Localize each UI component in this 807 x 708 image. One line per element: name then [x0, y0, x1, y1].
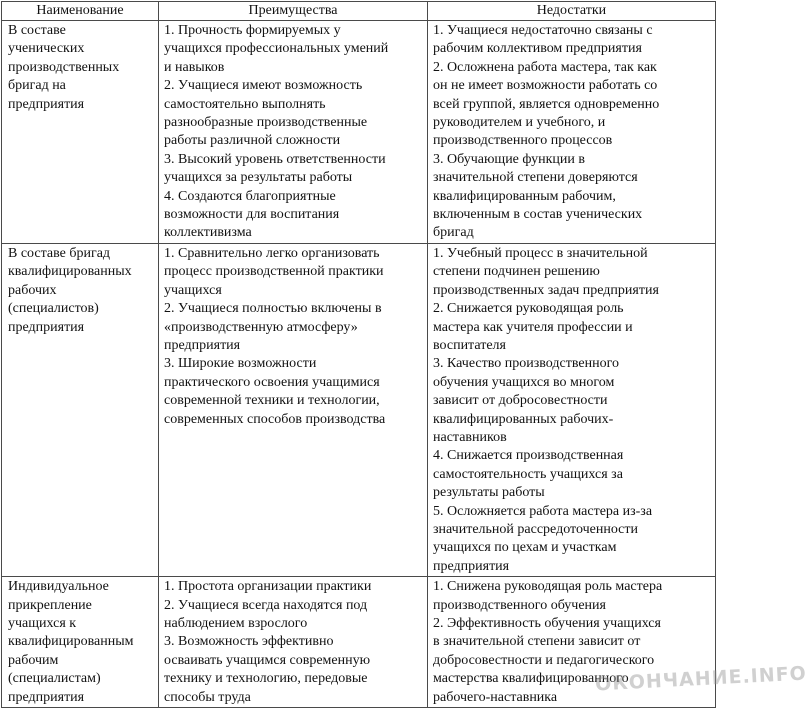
cell-line: квалифицированным: [8, 634, 134, 650]
cell-line: всей группой, является одновременно: [433, 96, 660, 112]
cell-line: рабочим коллективом предприятия: [433, 41, 642, 57]
cell-line: значительной степени доверяются: [433, 170, 638, 186]
cell-line: мастерства квалифицированного: [433, 671, 629, 687]
cell-line: 1. Учащиеся недостаточно связаны с: [433, 23, 653, 38]
cell-advantages: [159, 243, 428, 576]
cell-name: [2, 21, 159, 244]
cell-line: 4. Создаются благоприятные: [164, 188, 336, 204]
cell-line: современной техники и технологии,: [164, 393, 380, 409]
cell-line: осваивать учащимся современную: [164, 652, 371, 668]
cell-line: В составе: [8, 23, 66, 38]
watermark: ОКОНЧАНИЕ.INFO: [594, 662, 807, 696]
cell-line: 2. Учащиеся имеют возможность: [164, 78, 363, 94]
cell-disadvantages: [428, 21, 716, 244]
cell-line: и навыков: [164, 59, 225, 75]
cell-line: предприятия: [8, 96, 85, 112]
cell-line: процесс производственной практики: [164, 264, 384, 280]
cell-line: 2. Снижается руководящая роль: [433, 301, 624, 317]
cell-line: значительной рассредоточенности: [433, 521, 638, 537]
cell-line: прикрепление: [8, 597, 92, 613]
header-advantages: Преимущества: [159, 2, 428, 21]
cell-line: зависит от добросовестности: [433, 393, 608, 409]
cell-line: предприятия: [8, 689, 85, 705]
table-row: [2, 21, 716, 244]
cell-line: рабочим: [8, 652, 59, 668]
cell-line: учащихся по цехам и участкам: [433, 540, 617, 556]
cell-line: 2. Учащиеся всегда находятся под: [164, 597, 368, 613]
cell-line: способы труда: [164, 689, 251, 705]
cell-line: результаты работы: [433, 485, 545, 501]
cell-name: [2, 577, 159, 708]
table-row: [2, 577, 716, 708]
cell-line: самостоятельно выполнять: [164, 96, 326, 112]
cell-line: в значительной степени зависит от: [433, 634, 641, 650]
cell-line: «производственную атмосферу»: [164, 319, 358, 335]
cell-line: 5. Осложняется работа мастера из-за: [433, 503, 653, 519]
cell-line: воспитателя: [433, 337, 506, 353]
cell-line: он не имеет возможности работать со: [433, 78, 658, 94]
cell-advantages: [159, 577, 428, 708]
cell-line: практического освоения учащимися: [164, 374, 380, 390]
table-row: [2, 243, 716, 576]
cell-line: производственного обучения: [433, 597, 606, 613]
cell-line: современных способов производства: [164, 411, 386, 427]
cell-line: 3. Широкие возможности: [164, 356, 317, 372]
cell-line: 1. Снижена руководящая роль мастера: [433, 579, 663, 595]
cell-line: квалифицированным рабочим,: [433, 188, 616, 204]
cell-line: бригад на: [8, 78, 66, 94]
cell-line: учащихся: [164, 282, 222, 298]
cell-line: руководителем и учебного, и: [433, 115, 606, 131]
cell-line: рабочих: [8, 282, 57, 298]
cell-line: наставников: [433, 429, 507, 445]
header-row: [2, 2, 716, 21]
cell-line: Индивидуальное: [8, 579, 109, 595]
header-name: Наименование: [2, 2, 159, 21]
cell-line: производственного процессов: [433, 133, 613, 149]
cell-line: включенным в состав ученических: [433, 207, 643, 223]
cell-line: предприятия: [433, 558, 510, 574]
cell-line: бригад: [433, 225, 474, 241]
cell-line: 3. Высокий уровень ответственности: [164, 151, 386, 167]
cell-line: 4. Снижается производственная: [433, 448, 624, 464]
cell-line: учащихся профессиональных умений: [164, 41, 389, 57]
cell-line: 3. Качество производственного: [433, 356, 619, 372]
cell-line: степени подчинен решению: [433, 264, 600, 280]
cell-line: 2. Учащиеся полностью включены в: [164, 301, 382, 317]
cell-line: наблюдением взрослого: [164, 616, 308, 631]
header-disadvantages: Недостатки: [428, 2, 716, 21]
comparison-table: [1, 1, 716, 708]
cell-line: квалифицированных: [8, 264, 132, 280]
cell-line: ученических: [8, 41, 85, 57]
cell-line: 2. Эффективность обучения учащихся: [433, 616, 661, 631]
cell-line: разнообразные производственные: [164, 115, 368, 131]
cell-line: самостоятельность учащихся за: [433, 466, 623, 482]
cell-line: производственных задач предприятия: [433, 282, 659, 298]
cell-line: 3. Обучающие функции в: [433, 151, 586, 167]
cell-name: [2, 243, 159, 576]
table-body: [2, 21, 716, 708]
cell-line: производственных: [8, 59, 120, 75]
cell-line: рабочего-наставника: [433, 689, 558, 705]
cell-line: квалифицированных рабочих-: [433, 411, 614, 427]
cell-line: возможности для воспитания: [164, 207, 340, 223]
cell-line: технику и технологию, передовые: [164, 671, 368, 687]
cell-line: учащихся к: [8, 616, 77, 631]
cell-advantages: [159, 21, 428, 244]
cell-line: 1. Сравнительно легко организовать: [164, 245, 380, 261]
cell-line: предприятия: [164, 337, 241, 353]
cell-line: 1. Прочность формируемых у: [164, 23, 341, 38]
cell-line: (специалистов): [8, 301, 99, 317]
cell-line: обучения учащихся во многом: [433, 374, 615, 390]
cell-line: добросовестности и педагогического: [433, 652, 655, 668]
cell-disadvantages: [428, 243, 716, 576]
cell-line: 1. Учебный процесс в значительной: [433, 245, 648, 261]
cell-line: учащихся за результаты работы: [164, 170, 353, 186]
cell-line: предприятия: [8, 319, 85, 335]
cell-line: 2. Осложнена работа мастера, так как: [433, 59, 657, 75]
cell-line: коллективизма: [164, 225, 252, 241]
cell-line: работы различной сложности: [164, 133, 341, 149]
cell-line: 1. Простота организации практики: [164, 579, 372, 595]
cell-line: (специалистам): [8, 671, 101, 687]
cell-line: 3. Возможность эффективно: [164, 634, 334, 650]
cell-line: В составе бригад: [8, 245, 111, 261]
cell-disadvantages: [428, 577, 716, 708]
cell-line: мастера как учителя профессии и: [433, 319, 633, 335]
